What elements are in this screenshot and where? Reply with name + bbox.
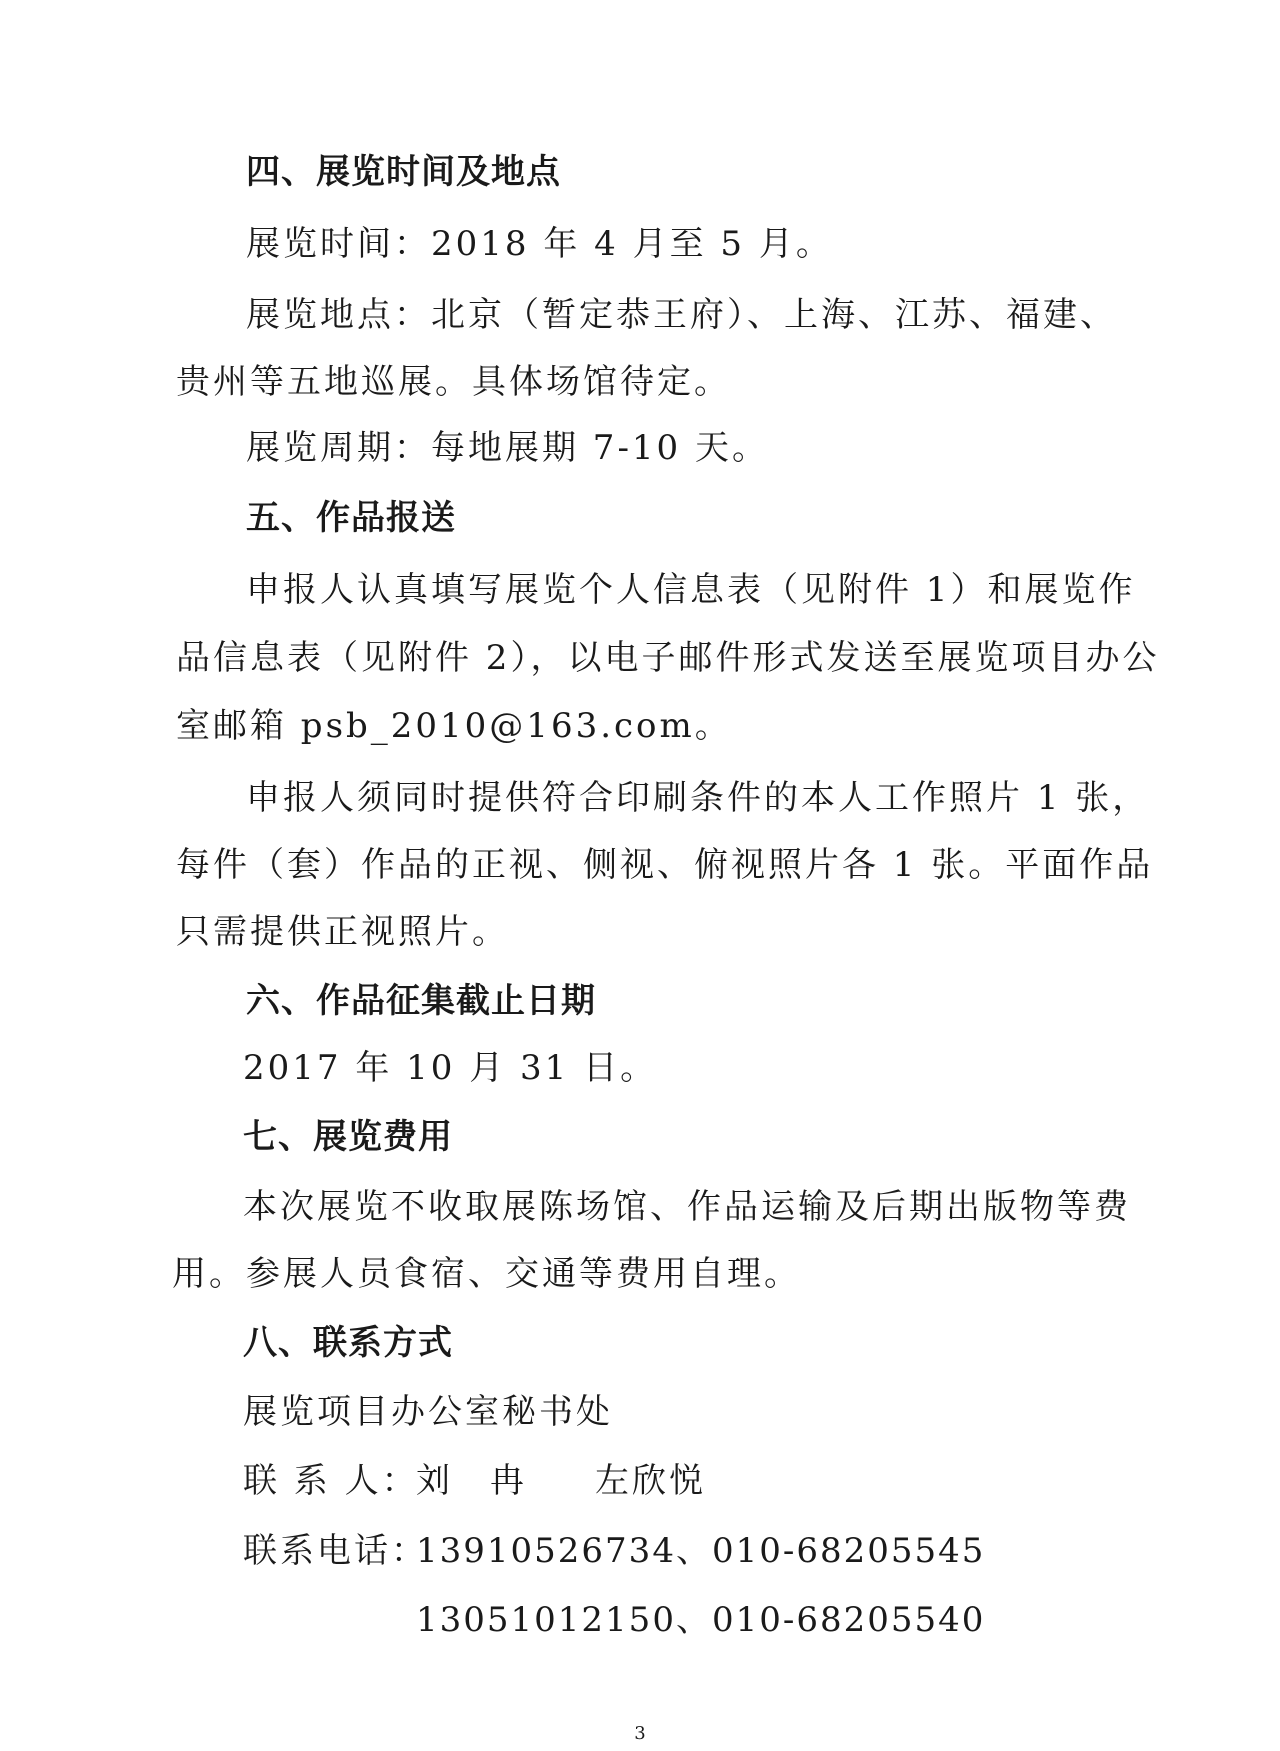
contact-person-1: 刘 冉 <box>416 1461 527 1501</box>
section-heading-deadline: 六、作品征集截止日期 <box>246 981 596 1021</box>
contact-phone-label: 联系电话： <box>243 1531 428 1571</box>
contact-phones-line1: 13910526734、010-68205545 <box>416 1531 986 1571</box>
submission-para1-line3: 室邮箱 psb_2010@163.com。 <box>176 706 732 746</box>
exhibition-period: 展览周期：每地展期 7-10 天。 <box>246 428 769 468</box>
submission-para2-line2: 每件（套）作品的正视、侧视、俯视照片各 1 张。平面作品 <box>176 845 1154 885</box>
submission-para2-line3: 只需提供正视照片。 <box>176 912 509 952</box>
exhibition-place-line2: 贵州等五地巡展。具体场馆待定。 <box>176 362 731 402</box>
fees-line2: 用。参展人员食宿、交通等费用自理。 <box>172 1254 801 1294</box>
section-heading-fees: 七、展览费用 <box>243 1117 453 1157</box>
submission-para1-line2: 品信息表（见附件 2），以电子邮件形式发送至展览项目办公 <box>176 638 1160 678</box>
submission-para1-line1: 申报人认真填写展览个人信息表（见附件 1）和展览作 <box>246 570 1136 610</box>
section-heading-submission: 五、作品报送 <box>246 498 456 538</box>
fees-line1: 本次展览不收取展陈场馆、作品运输及后期出版物等费 <box>243 1187 1131 1227</box>
contact-office: 展览项目办公室秘书处 <box>243 1392 613 1432</box>
page-number: 3 <box>634 1723 646 1744</box>
section-heading-time-place: 四、展览时间及地点 <box>246 152 561 192</box>
exhibition-time: 展览时间：2018 年 4 月至 5 月。 <box>246 224 833 264</box>
contact-persons-label: 联 系 人： <box>243 1461 419 1501</box>
section-heading-contact: 八、联系方式 <box>243 1323 453 1363</box>
contact-phones-line2: 13051012150、010-68205540 <box>416 1600 986 1640</box>
contact-person-2: 左欣悦 <box>595 1461 706 1501</box>
deadline-date: 2017 年 10 月 31 日。 <box>243 1048 658 1088</box>
submission-para2-line1: 申报人须同时提供符合印刷条件的本人工作照片 1 张， <box>246 778 1150 818</box>
exhibition-place-line1: 展览地点：北京（暂定恭王府）、上海、江苏、福建、 <box>246 295 1117 335</box>
